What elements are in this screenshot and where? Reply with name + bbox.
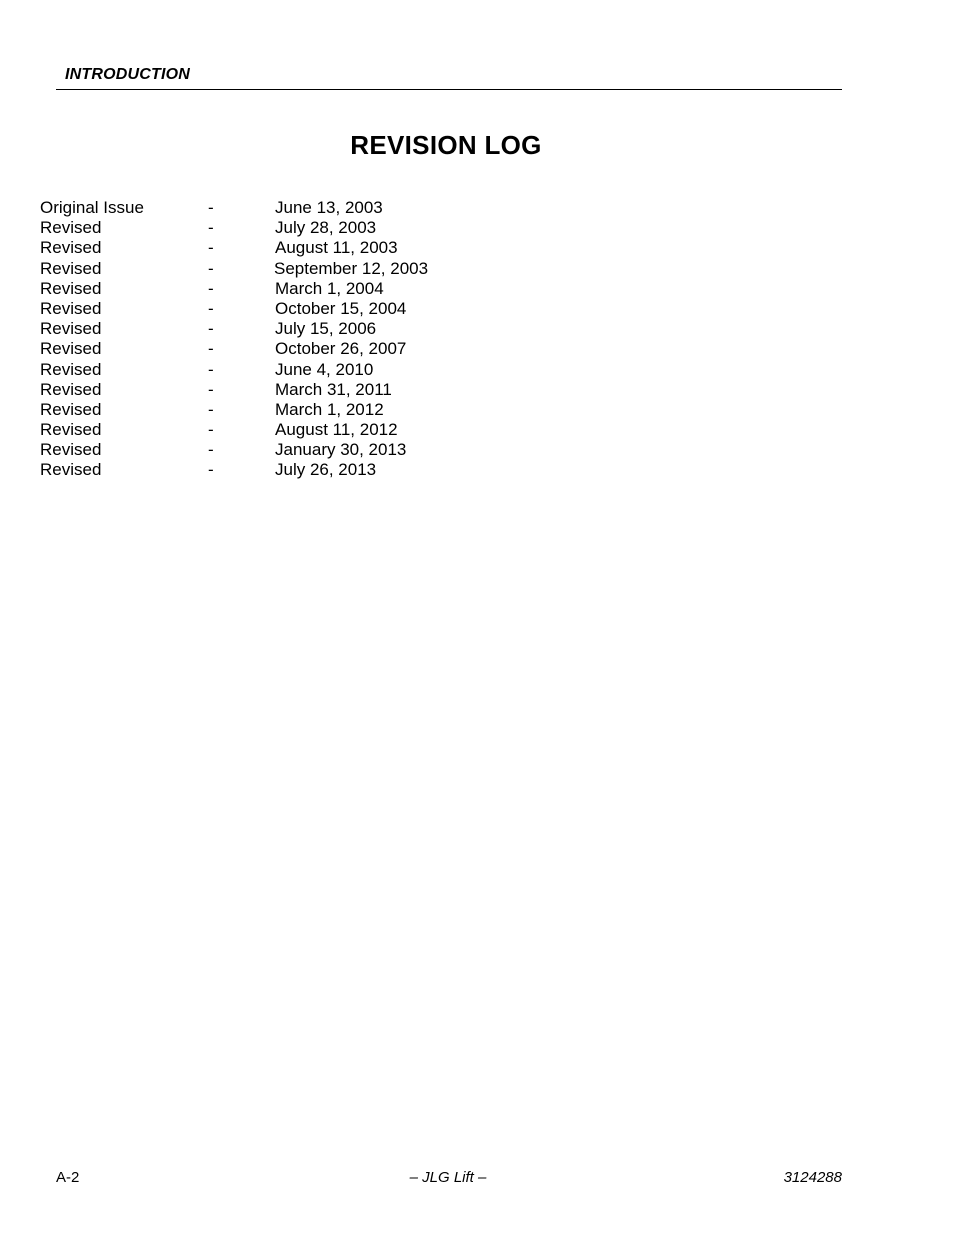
footer-page-number: A-2 — [56, 1169, 80, 1186]
revision-label: Revised — [40, 379, 102, 399]
revision-log-row — [40, 400, 540, 420]
page-header — [56, 64, 842, 90]
revision-label: Revised — [40, 339, 102, 359]
revision-label: Revised — [40, 440, 102, 460]
section-title: INTRODUCTION — [65, 66, 191, 83]
revision-date: July 28, 2003 — [275, 218, 377, 238]
revision-label: Revised — [40, 218, 102, 238]
revision-log-row — [40, 360, 540, 380]
page-title: REVISION LOG — [350, 130, 542, 160]
revision-date: October 26, 2007 — [275, 339, 407, 359]
revision-log-row — [40, 259, 540, 279]
revision-label: Revised — [40, 238, 102, 258]
revision-label: Revised — [40, 258, 102, 278]
revision-date: July 15, 2006 — [275, 319, 377, 339]
revision-label: Revised — [40, 460, 102, 480]
revision-date: March 1, 2012 — [275, 399, 384, 419]
revision-label: Revised — [40, 359, 102, 379]
revision-date: March 31, 2011 — [275, 379, 392, 399]
revision-date: September 12, 2003 — [274, 258, 429, 278]
revision-separator: - — [208, 238, 214, 258]
revision-log-row — [40, 420, 540, 440]
revision-separator: - — [208, 339, 214, 359]
revision-log-row — [40, 218, 540, 238]
revision-label: Revised — [40, 278, 102, 298]
revision-log-row — [40, 279, 540, 299]
revision-log-row — [40, 238, 540, 258]
revision-separator: - — [208, 440, 214, 460]
revision-separator: - — [208, 420, 214, 440]
revision-label: Original Issue — [40, 198, 144, 217]
footer-brand: – JLG Lift – — [409, 1169, 487, 1186]
revision-label: Revised — [40, 420, 102, 440]
revision-label: Revised — [40, 319, 102, 339]
revision-log-row — [40, 460, 540, 480]
revision-separator: - — [208, 460, 214, 480]
revision-date: March 1, 2004 — [275, 278, 384, 298]
revision-date: June 13, 2003 — [275, 198, 383, 217]
revision-separator: - — [208, 218, 214, 238]
revision-date: June 4, 2010 — [275, 359, 374, 379]
revision-separator: - — [208, 298, 214, 318]
revision-separator: - — [208, 278, 214, 298]
revision-separator: - — [208, 399, 214, 419]
footer-document-number: 3124288 — [783, 1169, 842, 1186]
revision-separator: - — [208, 258, 214, 278]
revision-log-row — [40, 380, 540, 400]
revision-date: January 30, 2013 — [275, 440, 407, 460]
revision-log-row — [40, 319, 540, 339]
revision-label: Revised — [40, 399, 102, 419]
revision-log-row — [40, 198, 540, 218]
revision-separator: - — [208, 198, 214, 217]
revision-date: July 26, 2013 — [275, 460, 377, 480]
revision-log-list — [40, 198, 540, 481]
revision-date: August 11, 2003 — [275, 238, 398, 258]
revision-separator: - — [208, 319, 214, 339]
revision-label: Revised — [40, 298, 102, 318]
revision-log-row — [40, 440, 540, 460]
revision-log-row — [40, 299, 540, 319]
revision-separator: - — [208, 379, 214, 399]
revision-date: August 11, 2012 — [275, 420, 398, 440]
revision-separator: - — [208, 359, 214, 379]
revision-date: October 15, 2004 — [275, 298, 407, 318]
revision-log-row — [40, 339, 540, 359]
